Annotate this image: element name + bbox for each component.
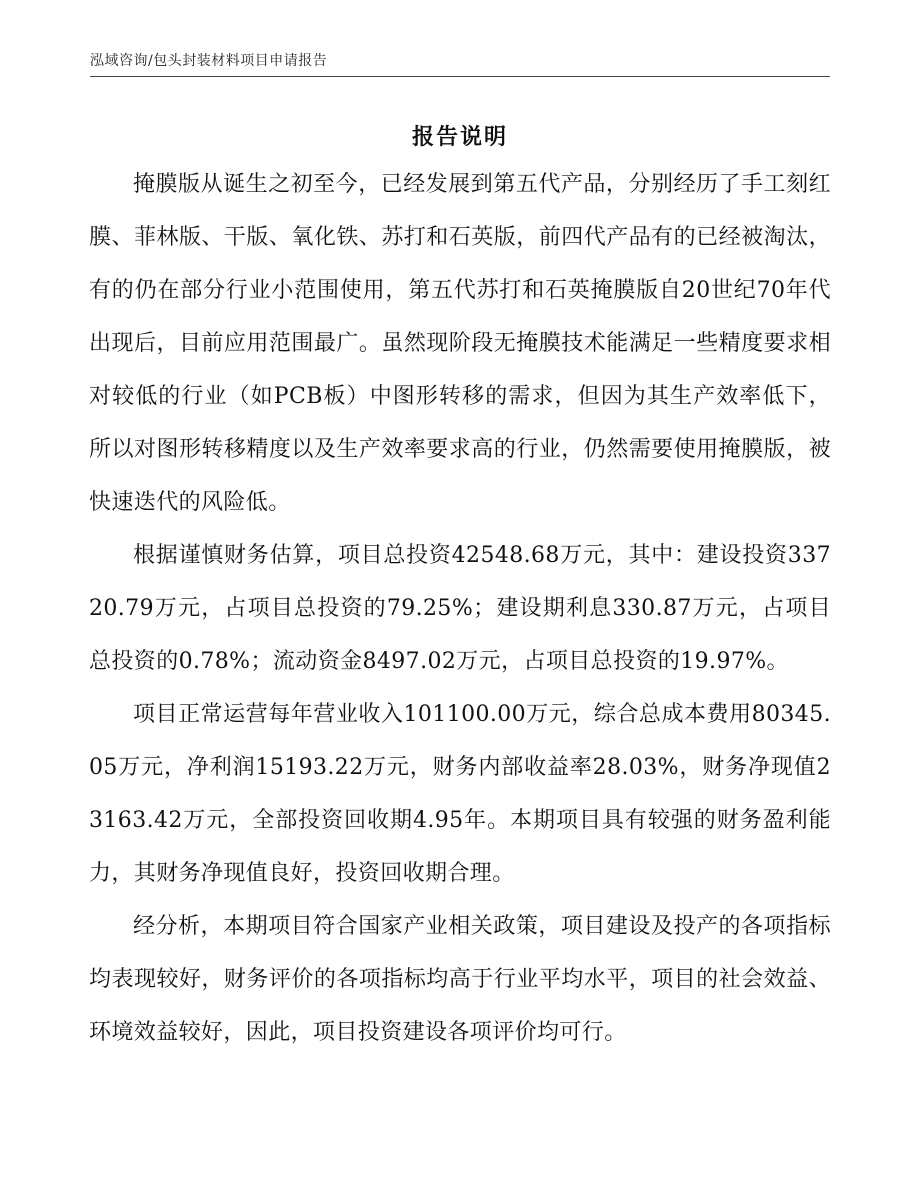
paragraph-background: 掩膜版从诞生之初至今，已经发展到第五代产品，分别经历了手工刻红膜、菲林版、干版、氧化铁、苏打和石英版，前四代产品有的已经被淘汰，有的仍在部分行业小范围使用，第五代苏打和石英掩膜版自20世纪70年代出现后，目前应用范围最广。虽然现阶段无掩膜技术能满足一些精度要求相对较低的行业（如PCB板）中图形转移的需求，但因为其生产效率低下，所以对图形转移精度以及生产效率要求高的行业，仍然需要使用掩膜版，被快速迭代的风险低。 — [89, 172, 831, 515]
paragraph-investment: 根据谨慎财务估算，项目总投资42548.68万元，其中：建设投资33720.79万元，占项目总投资的79.25%；建设期利息330.87万元，占项目总投资的0.78%；流动资金8497.02万元，占项目总投资的19.97%。 — [89, 543, 831, 674]
document-body — [89, 158, 831, 1059]
header-divider — [90, 76, 830, 77]
paragraph-financials: 项目正常运营每年营业收入101100.00万元，综合总成本费用80345.05万元，净利润15193.22万元，财务内部收益率28.03%，财务净现值23163.42万元，全部投资回收期4.95年。本期项目具有较强的财务盈利能力，其财务净现值良好，投资回收期合理。 — [89, 702, 831, 886]
running-header: 泓域咨询/包头封装材料项目申请报告 — [90, 53, 328, 69]
paragraph-conclusion: 经分析，本期项目符合国家产业相关政策，项目建设及投产的各项指标均表现较好，财务评价的各项指标均高于行业平均水平，项目的社会效益、环境效益较好，因此，项目投资建设各项评价均可行。 — [89, 914, 831, 1045]
page-title: 报告说明 — [411, 124, 508, 150]
